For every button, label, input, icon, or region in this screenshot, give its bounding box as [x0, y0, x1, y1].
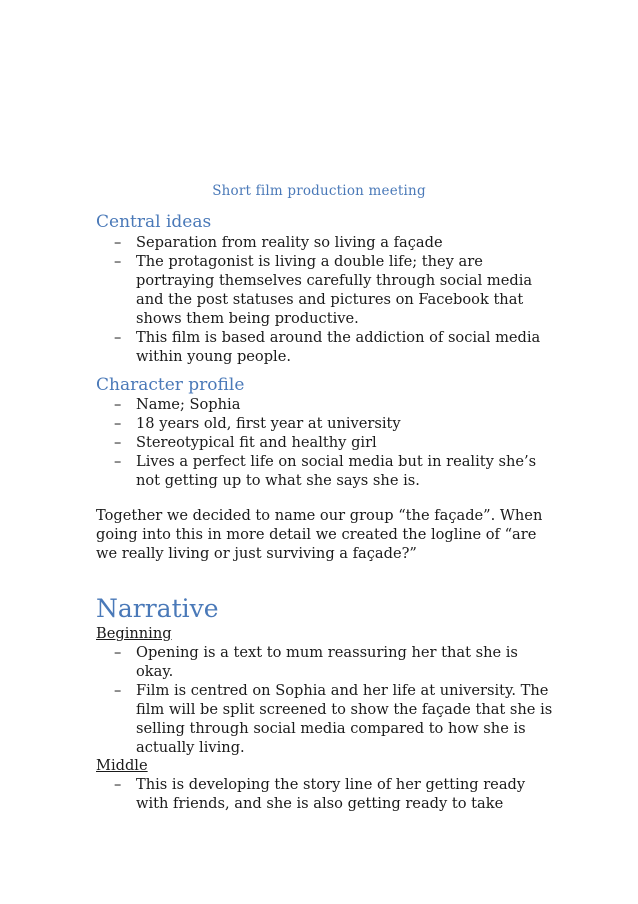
character-profile-list	[96, 395, 556, 490]
list-item: – Stereotypical fit and healthy girl	[96, 433, 556, 452]
list-item: – 18 years old, first year at university	[96, 414, 556, 433]
subheading-middle: Middle	[96, 757, 148, 774]
list-item: – Lives a perfect life on social media but in reality she’s not getting up to what she says she is.	[96, 452, 556, 490]
list-item: – This film is based around the addiction of social media within young people.	[96, 328, 556, 366]
heading-character-profile: Character profile	[96, 375, 245, 395]
document-title: Short film production meeting	[212, 183, 426, 199]
list-item: – This is developing the story line of her getting ready with friends, and she is also getting ready to take	[96, 775, 556, 813]
group-name-paragraph: Together we decided to name our group “the façade”. When going into this in more detail we created the logline of “are we really living or just surviving a façade?”	[96, 507, 543, 562]
list-item: – Film is centred on Sophia and her life at university. The film will be split screened to show the façade that she is selling through social media compared to how she is actually living.	[96, 681, 556, 757]
heading-narrative: Narrative	[96, 594, 219, 623]
middle-list	[96, 775, 556, 813]
beginning-list	[96, 643, 556, 757]
list-item: – Name; Sophia	[96, 395, 556, 414]
subheading-beginning: Beginning	[96, 625, 172, 642]
central-ideas-list	[96, 233, 556, 366]
heading-central-ideas: Central ideas	[96, 212, 212, 232]
list-item: – The protagonist is living a double life; they are portraying themselves carefully through social media and the post statuses and pictures on Facebook that shows them being productive.	[96, 252, 556, 328]
list-item: – Separation from reality so living a façade	[96, 233, 556, 252]
list-item: – Opening is a text to mum reassuring her that she is okay.	[96, 643, 556, 681]
